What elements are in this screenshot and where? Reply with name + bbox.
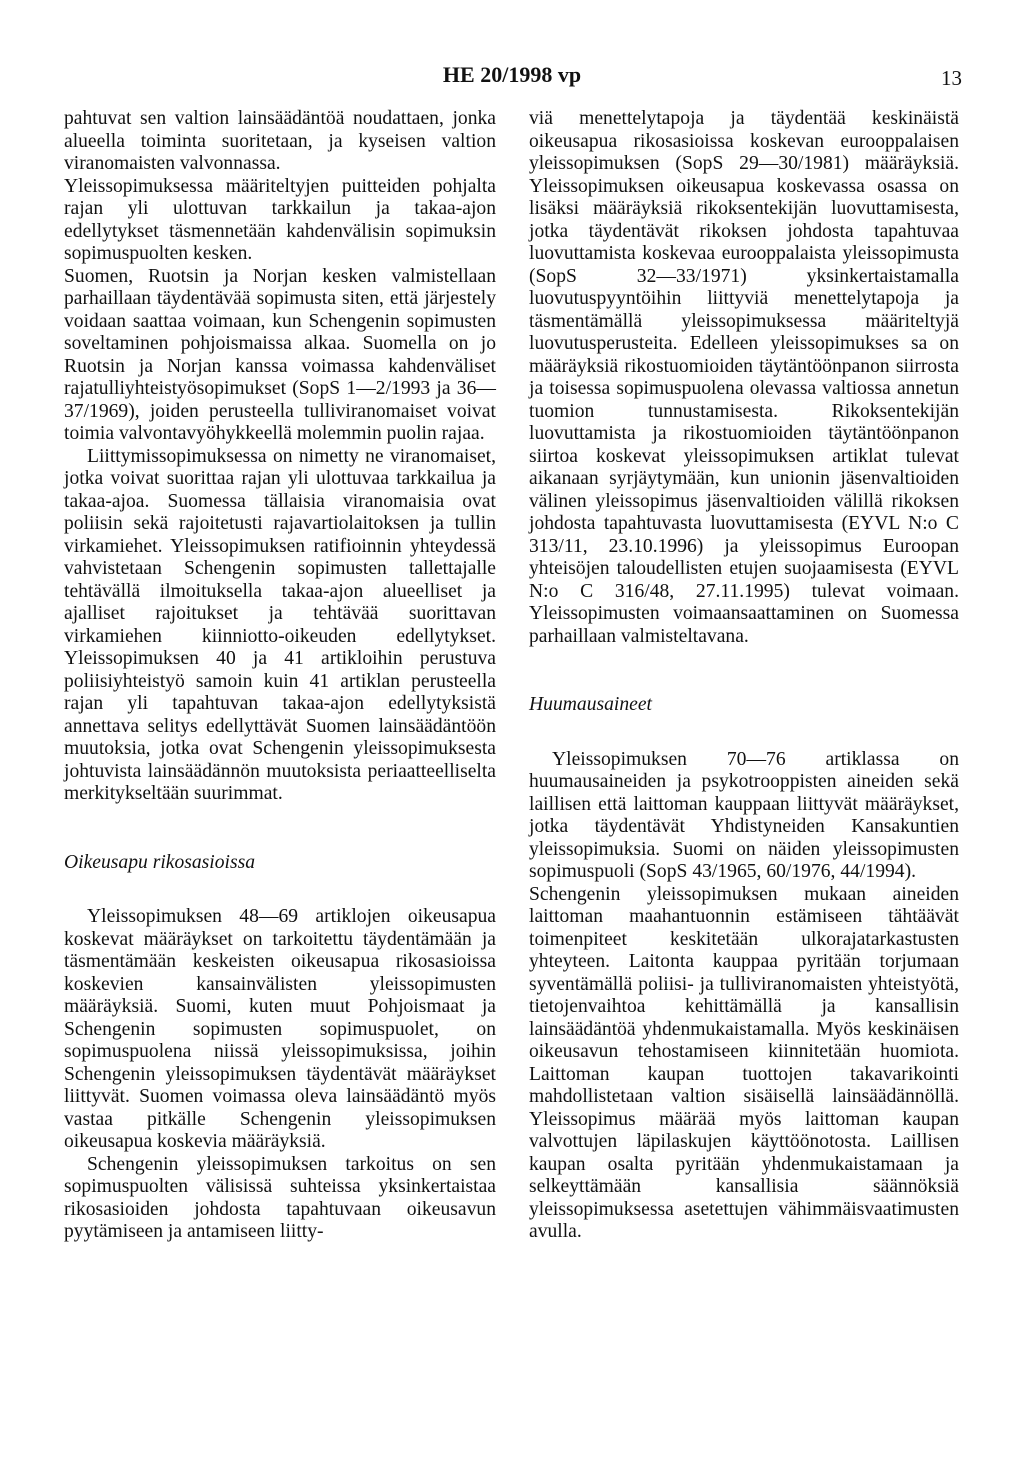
paragraph: Yleissopimuksen 48—69 artiklojen oikeusapua koskevat määräykset on tarkoitettu täydentämään ja täsmentämään keskeisten oikeusapua rikosasioissa koskevien kansainvälisten yleissopimusten määräyksiä. Suomi, kuten muut Pohjoismaat ja Schengenin sopimusten sopimuspuolet, on sopimuspuolena niissä yleissopimuksissa, joihin Schengenin yleissopimuksen täydentävät määräykset liittyvät. Suomen voimassa oleva lainsäädäntö myös vastaa pitkälle Schengenin yleissopimuksen oikeusapua koskevia määräyksiä.	[64, 906, 496, 1152]
paragraph: viä menettelytapoja ja täydentää keskinäistä oikeusapua rikosasioissa koskevan eurooppalaisen yleissopimuksen (SopS 29—30/1981) määräyksiä. Yleissopimuksen oikeusapua koskevassa osassa on lisäksi määräyksiä rikoksentekijän luovuttamisesta, jotka täydentävät rikoksen johdosta tapahtuvaa luovuttamista koskevaa eurooppalaista yleissopimusta (SopS 32—33/1971) yksinkertaistamalla luovutuspyyntöihin liittyviä menettelytapoja ja täsmentämällä yleissopimuksessa määriteltyjä luovutusperusteita. Edelleen yleissopimukses sa on määräyksiä rikostuomioiden täytäntöönpanon siirrosta ja toisessa sopimuspuolena olevassa valtiossa annetun tuomion tunnustamisesta. Rikoksentekijän luovuttamista ja rikostuomioiden täytäntöönpanon siirtoa koskevat yleissopimuksen artiklat tulevat aikanaan syrjäytymään, kun unionin jäsenvaltioiden välinen yleissopimus jäsenvaltioiden välillä rikoksen johdosta tapahtuvasta luovuttamisesta (EYVL N:o C 313/11, 23.10.1996) ja yleissopimus Euroopan yhteisöjen taloudellisten etujen suojaamisesta (EYVL N:o C 316/48, 27.11.1995) tulevat voimaan. Yleissopimusten voimaansaattaminen on Suomessa parhaillaan valmisteltavana.	[529, 108, 959, 647]
paragraph: Suomen, Ruotsin ja Norjan kesken valmistellaan parhaillaan täydentävää sopimusta siten, että järjestely voidaan saattaa voimaan, kun Schengenin sopimusten soveltaminen pohjoismaissa alkaa. Suomella on jo Ruotsin ja Norjan kanssa voimassa kahdenväliset rajatulliyhteistyösopimukset (SopS 1—2/1993 ja 36—37/1969), joiden perusteella tulliviranomaiset voivat toimia valvontavyöhykkeellä molemmin puolin rajaa.	[64, 265, 496, 444]
right-column	[529, 108, 959, 1244]
paragraph: pahtuvat sen valtion lainsäädäntöä noudattaen, jonka alueella toiminta suoritetaan, ja kyseisen valtion viranomaisten valvonnassa.	[64, 108, 496, 174]
page-number: 13	[941, 66, 962, 90]
paragraph: Schengenin yleissopimuksen mukaan aineiden laittoman maahantuonnin estämiseen tähtäävät toimenpiteet keskitetään ulkorajatarkastusten yhteyteen. Laitonta kauppaa pyritään torjumaan syventämällä poliisi- ja tulliviranomaisten yhteistyötä, tietojenvaihtoa kehittämällä ja kansallisin lainsäädäntöä yhdenmukaistamalla. Myös keskinäisen oikeusavun tehostamiseen kiinnitetään huomiota. Laittoman kaupan tuottojen takavarikointi mahdollistetaan valtion sisäisellä lainsäädännöllä. Yleissopimus määrää myös laittoman kaupan valvottujen läpilaskujen käyttöönotosta. Laillisen kaupan osalta pyritään yhdenmukaistamaan ja selkeyttämään kansallisia säännöksiä yleissopimuksessa asetettujen vähimmäisvaatimusten avulla.	[529, 883, 959, 1242]
paragraph: Liittymissopimuksessa on nimetty ne viranomaiset, jotka voivat suorittaa rajan yli ulottuvaa tarkkailua ja takaa-ajoa. Suomessa tällaisia viranomaisia ovat poliisin sekä rajoitetusti rajavartiolaitoksen ja tullin virkamiehet. Yleissopimuksen ratifioinnin yhteydessä vahvistetaan Schengenin sopimusten tallettajalle tehtävällä ilmoituksella takaa-ajon alueelliset ja ajalliset rajoitukset ja tehtävää suorittavan virkamiehen kiinniotto-oikeuden edellytykset. Yleissopimuksen 40 ja 41 artikloihin perustuva poliisiyhteistyö samoin kuin 41 artiklan perusteella rajan yli tapahtuvan takaa-ajon edellytyksistä annettava selitys edellyttävät Suomen lainsäädäntöön muutoksia, jotka ovat Schengenin yleissopimuksesta johtuvista lainsäädännön muutoksista periaatteelliselta merkitykseltään suurimmat.	[64, 445, 496, 804]
paragraph: Yleissopimuksen 70—76 artiklassa on huumausaineiden ja psykotrooppisten aineiden sekä laillisen että laittoman kauppaan liittyvät määräykset, jotka täydentävät Yhdistyneiden Kansakuntien yleissopimuksia. Suomi on näiden yleissopimusten sopimuspuoli (SopS 43/1965, 60/1976, 44/1994).	[529, 748, 959, 882]
section-heading: Huumausaineet	[529, 694, 652, 715]
running-header	[0, 62, 1024, 92]
paragraph: Yleissopimuksessa määriteltyjen puitteiden pohjalta rajan yli ulottuvan tarkkailun ja takaa-ajon edellytykset täsmennetään kahdenvälisin sopimuksin sopimuspuolten kesken.	[64, 175, 496, 264]
left-column	[64, 108, 496, 1244]
paragraph: Schengenin yleissopimuksen tarkoitus on sen sopimuspuolten välisissä suhteissa yksinkertaistaa rikosasioiden johdosta tapahtuvaan oikeusavun pyytämiseen ja antamiseen liitty-	[64, 1153, 496, 1242]
section-heading: Oikeusapu rikosasioissa	[64, 851, 256, 873]
document-identifier: HE 20/1998 vp	[442, 62, 582, 87]
